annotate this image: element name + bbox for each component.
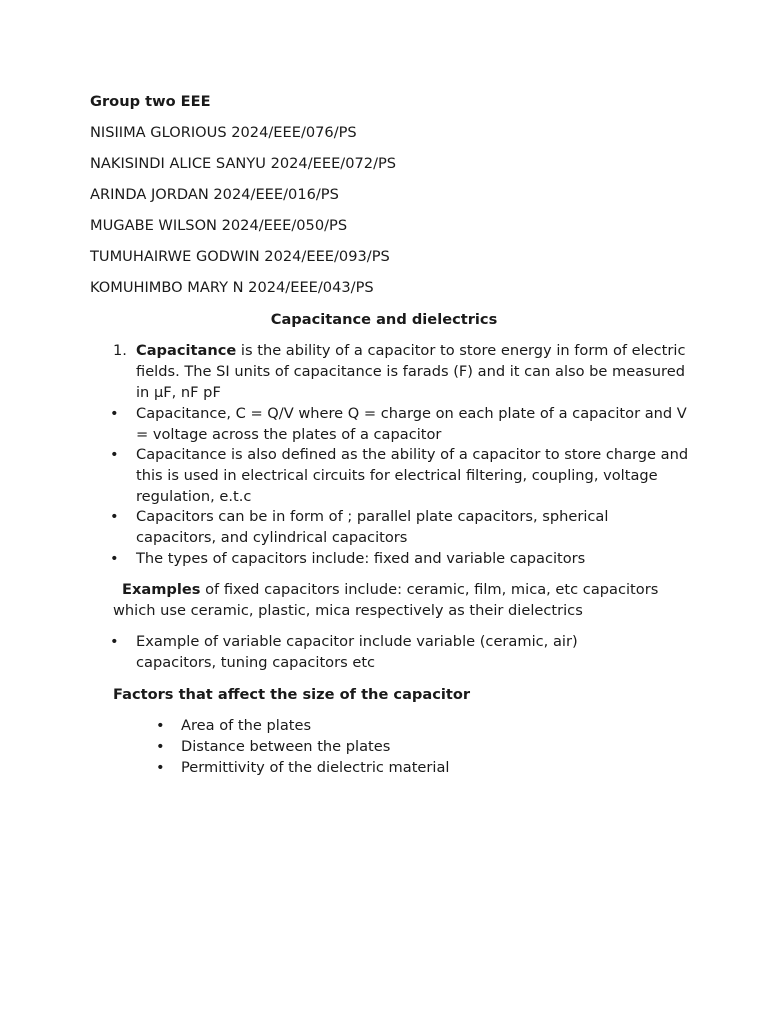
member-line: NAKISINDI ALICE SANYU 2024/EEE/072/PS	[90, 155, 397, 172]
member-line: TUMUHAIRWE GODWIN 2024/EEE/093/PS	[90, 248, 390, 265]
member-line: MUGABE WILSON 2024/EEE/050/PS	[90, 217, 348, 234]
document-title: Capacitance and dielectrics	[270, 311, 498, 328]
list-number: 1.	[113, 342, 127, 359]
list-item-text: Capacitors can be in form of ; parallel plate capacitors, spherical capacitors, and cylindrical capacitors	[136, 508, 609, 546]
member-line: ARINDA JORDAN 2024/EEE/016/PS	[90, 186, 339, 203]
member-line: KOMUHIMBO MARY N 2024/EEE/043/PS	[90, 279, 374, 296]
bullet-icon: •	[110, 405, 119, 422]
term-capacitance: Capacitance	[136, 342, 237, 359]
examples-text: of fixed capacitors include: ceramic, film, mica, etc capacitors which use ceramic, plastic, mica respectively as their dielectrics	[113, 581, 659, 619]
list-item-text: Capacitance, C = Q/V where Q = charge on each plate of a capacitor and V = voltage across the plates of a capacitor	[136, 405, 687, 443]
bullet-icon: •	[156, 759, 165, 776]
group-title: Group two EEE	[90, 93, 211, 110]
examples-paragraph	[113, 580, 693, 622]
bullet-icon: •	[110, 508, 119, 525]
term-examples: Examples	[122, 581, 201, 598]
bullet-icon: •	[156, 738, 165, 755]
factor-text: Permittivity of the dielectric material	[181, 759, 450, 776]
bullet-icon: •	[110, 550, 119, 567]
list-item-text	[136, 341, 690, 403]
bullet-icon: •	[110, 446, 119, 463]
capacitance-definition: is the ability of a capacitor to store energy in form of electric fields. The SI units of capacitance is farads (F) and it can also be measured in µF, nF pF	[136, 342, 686, 401]
list-item-text: Example of variable capacitor include variable (ceramic, air) capacitors, tuning capacitors etc	[136, 633, 578, 671]
factor-text: Area of the plates	[181, 717, 312, 734]
bullet-icon: •	[110, 633, 119, 650]
bullet-icon: •	[156, 717, 165, 734]
member-line: NISIIMA GLORIOUS 2024/EEE/076/PS	[90, 124, 357, 141]
list-item-text: Capacitance is also defined as the ability of a capacitor to store charge and this is used in electrical circuits for electrical filtering, coupling, voltage regulation, e.t.c	[136, 446, 689, 505]
factors-heading: Factors that affect the size of the capacitor	[113, 686, 471, 703]
list-item-text: The types of capacitors include: fixed and variable capacitors	[136, 550, 586, 567]
factor-text: Distance between the plates	[181, 738, 391, 755]
